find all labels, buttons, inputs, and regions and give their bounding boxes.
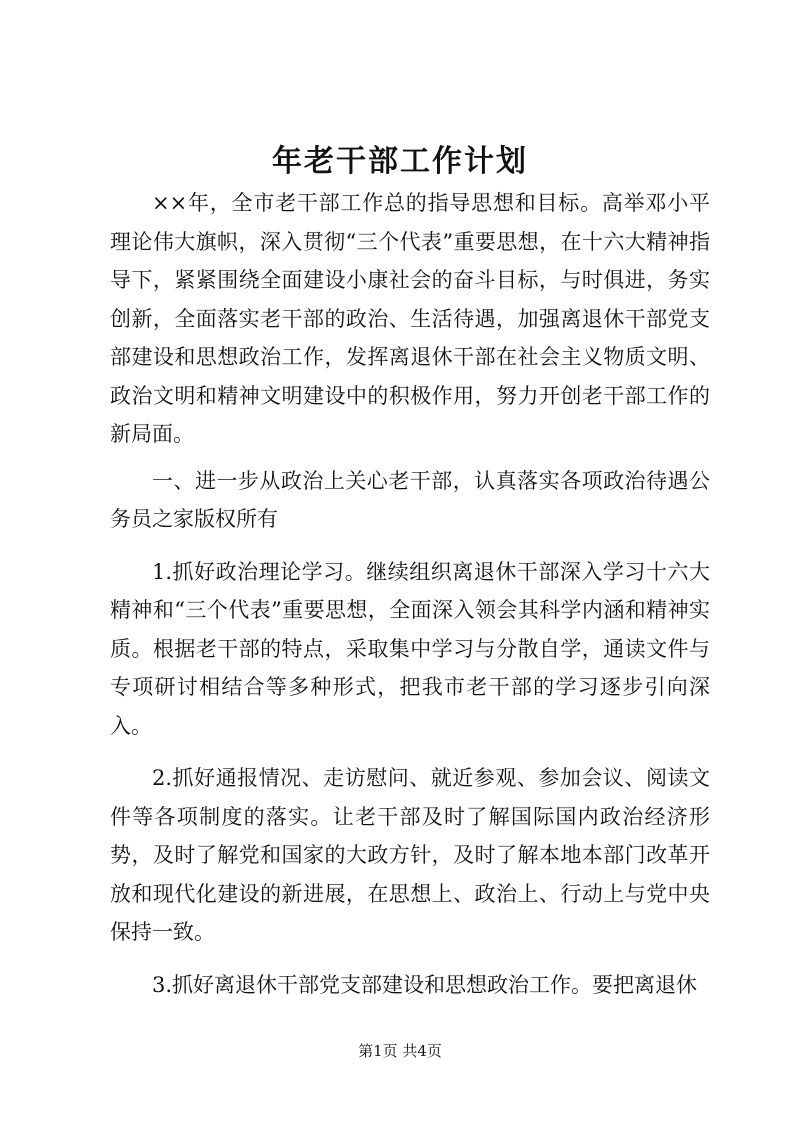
section-heading-1: 一、进一步从政治上关心老干部，认真落实各项政治待遇公务员之家版权所有 (110, 468, 710, 531)
paragraph-intro: ××年，全市老干部工作总的指导思想和目标。高举邓小平理论伟大旗帜，深入贯彻“三个代表”重要思想，在十六大精神指导下，紧紧围绕全面建设小康社会的奋斗目标，与时俱进，务实创新，全面落实老干部的政治、生活待遇，加强离退休干部党支部建设和思想政治工作，发挥离退休干部在社会主义物质文明、政治文明和精神文明建设中的积极作用，努力开创老干部工作的新局面。 (110, 191, 710, 446)
paragraph-item-1: 1.抓好政治理论学习。继续组织离退休干部深入学习十六大精神和“三个代表”重要思想，全面深入领会其科学内涵和精神实质。根据老干部的特点，采取集中学习与分散自学，通读文件与专项研讨相结合等多种形式，把我市老干部的学习逐步引向深入。 (110, 559, 710, 738)
paragraph-item-3: 3.抓好离退休干部党支部建设和思想政治工作。要把离退休 (152, 972, 698, 997)
paragraph-item-2: 2.抓好通报情况、走访慰问、就近参观、参加会议、阅读文件等各项制度的落实。让老干部及时了解国际国内政治经济形势，及时了解党和国家的大政方针，及时了解本地本部门改革开放和现代化建设的新进展，在思想上、政治上、行动上与党中央保持一致。 (110, 766, 710, 944)
document-body (110, 184, 710, 1004)
page-number-footer: 第1页 共4页 (358, 1042, 442, 1060)
document-title: 年老干部工作计划 (272, 144, 528, 179)
